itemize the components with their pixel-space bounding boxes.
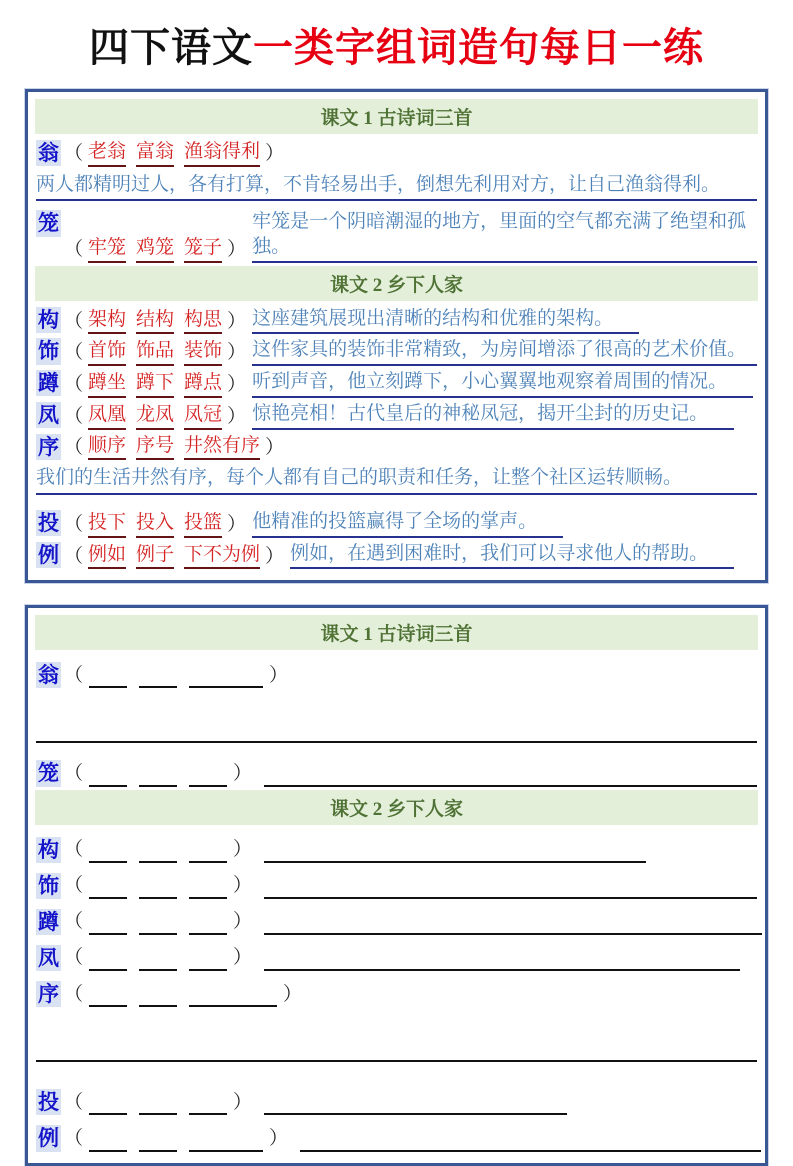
word-item: 装饰 xyxy=(184,339,222,366)
word-item: 笼子 xyxy=(184,236,222,263)
blank-slot xyxy=(189,915,227,935)
entry-row xyxy=(35,1080,758,1116)
open-paren-char: （ xyxy=(64,239,84,261)
answer-line xyxy=(264,767,757,787)
answer-line xyxy=(264,915,761,935)
word-item: 凤冠 xyxy=(184,403,222,430)
practice-box xyxy=(25,605,768,1165)
entry-row xyxy=(35,399,758,431)
entry-row xyxy=(35,137,758,168)
close-paren-char: ） xyxy=(227,405,247,427)
word-item: 蹲下 xyxy=(136,371,174,398)
open-paren-char: （ xyxy=(64,436,84,458)
open-paren-char: （ xyxy=(64,983,84,1005)
sentence-row xyxy=(35,171,758,204)
blank-slot xyxy=(89,915,127,935)
answer-line xyxy=(36,1040,757,1062)
open-paren-char: （ xyxy=(64,875,84,897)
blank-slot xyxy=(89,987,127,1007)
entry-row xyxy=(35,539,758,571)
open-paren-char: （ xyxy=(64,911,84,933)
blank-slot xyxy=(139,951,177,971)
word-item: 牢笼 xyxy=(88,236,126,263)
open-paren-char: （ xyxy=(64,374,84,396)
blank-slot xyxy=(139,1095,177,1115)
target-char: 序 xyxy=(38,982,59,1007)
example-sentence: 这座建筑展现出清晰的结构和优雅的架构。 xyxy=(252,307,639,335)
blank-slot xyxy=(139,767,177,787)
open-paren-char: （ xyxy=(64,342,84,364)
entry-row xyxy=(35,900,758,936)
word-item: 蹲点 xyxy=(184,371,222,398)
close-paren-char: ） xyxy=(233,838,253,860)
close-paren-char: ） xyxy=(265,143,285,164)
answer-line xyxy=(300,1132,761,1152)
word-item: 构思 xyxy=(184,308,222,335)
entry-row xyxy=(35,972,758,1008)
blank-slot xyxy=(89,767,127,787)
word-item: 投入 xyxy=(136,511,174,538)
entry-row xyxy=(35,864,758,900)
blank-slot xyxy=(189,951,227,971)
sentence-row xyxy=(35,719,758,745)
blank-slot xyxy=(139,879,177,899)
word-item: 井然有序 xyxy=(184,434,260,461)
word-item: 架构 xyxy=(88,308,126,335)
target-char: 饰 xyxy=(38,339,59,364)
close-paren-char: ） xyxy=(269,1127,289,1149)
entry-row xyxy=(35,431,758,462)
target-char: 翁 xyxy=(38,663,59,688)
close-paren-char: ） xyxy=(265,436,285,458)
target-char: 笼 xyxy=(38,211,59,236)
word-item: 投篮 xyxy=(184,511,222,538)
blank-slot xyxy=(139,915,177,935)
close-paren-char: ） xyxy=(227,513,247,535)
word-item: 序号 xyxy=(136,434,174,461)
entry-row xyxy=(35,507,758,539)
example-sentence: 我们的生活井然有序，每个人都有自己的职责和任务，让整个社区运转顺畅。 xyxy=(36,466,757,495)
answer-key-box xyxy=(25,89,768,583)
open-paren-char: （ xyxy=(64,947,84,969)
entry-row xyxy=(35,367,758,399)
word-item: 结构 xyxy=(136,308,174,335)
word-item: 投下 xyxy=(88,511,126,538)
blank-slot xyxy=(89,951,127,971)
blank-slot xyxy=(139,987,177,1007)
target-char: 序 xyxy=(38,434,59,459)
answer-line xyxy=(264,879,757,899)
entry-row xyxy=(35,936,758,972)
sentence-row xyxy=(35,1038,758,1064)
page-title xyxy=(25,16,768,73)
close-paren-char: ） xyxy=(227,310,247,332)
open-paren-char: （ xyxy=(64,838,84,860)
target-char: 笼 xyxy=(38,761,59,786)
blank-slot xyxy=(139,1132,177,1152)
target-char: 蹲 xyxy=(38,371,59,396)
blank-slot xyxy=(189,843,227,863)
entry-row xyxy=(35,304,758,336)
blank-slot xyxy=(139,668,177,688)
answer-line xyxy=(264,1095,567,1115)
blank-slot xyxy=(89,843,127,863)
answer-line xyxy=(264,951,740,971)
blank-slot xyxy=(139,843,177,863)
close-paren-char: ） xyxy=(233,1091,253,1113)
blank-slot xyxy=(189,767,227,787)
blank-slot xyxy=(189,668,263,688)
close-paren-char: ） xyxy=(227,374,247,396)
answer-line xyxy=(264,843,646,863)
word-item: 富翁 xyxy=(136,140,174,167)
entry-row xyxy=(35,653,758,689)
target-char: 例 xyxy=(38,542,59,567)
target-char: 凤 xyxy=(38,402,59,427)
section-header: 课文 1 古诗词三首 xyxy=(35,615,758,650)
target-char: 投 xyxy=(38,510,59,535)
open-paren-char: （ xyxy=(64,1127,84,1149)
word-item: 例子 xyxy=(136,543,174,570)
target-char: 翁 xyxy=(38,141,59,165)
blank-slot xyxy=(89,1132,127,1152)
open-paren-char: （ xyxy=(64,664,84,686)
entry-row xyxy=(35,335,758,367)
section-header: 课文 1 古诗词三首 xyxy=(35,99,758,134)
entry-row xyxy=(35,207,758,263)
open-paren-char: （ xyxy=(64,143,84,164)
word-item: 蹲坐 xyxy=(88,371,126,398)
blank-slot xyxy=(189,987,277,1007)
target-char: 凤 xyxy=(38,945,59,970)
word-item: 下不为例 xyxy=(184,543,260,570)
target-char: 构 xyxy=(38,837,59,862)
blank-slot xyxy=(189,1095,227,1115)
entry-row xyxy=(35,828,758,864)
section-header: 课文 2 乡下人家 xyxy=(35,266,758,301)
target-char: 蹲 xyxy=(38,909,59,934)
example-sentence: 听到声音，他立刻蹲下，小心翼翼地观察着周围的情况。 xyxy=(252,370,753,398)
entry-row xyxy=(35,751,758,787)
blank-slot xyxy=(189,879,227,899)
page-title-prefix: 四下语文 xyxy=(89,25,253,70)
target-char: 例 xyxy=(38,1126,59,1151)
close-paren-char: ） xyxy=(283,983,303,1005)
word-item: 老翁 xyxy=(88,140,126,167)
open-paren-char: （ xyxy=(64,405,84,427)
word-item: 首饰 xyxy=(88,339,126,366)
example-sentence: 这件家具的装饰非常精致，为房间增添了很高的艺术价值。 xyxy=(252,338,757,366)
blank-slot xyxy=(189,1132,263,1152)
close-paren-char: ） xyxy=(269,664,289,686)
open-paren-char: （ xyxy=(64,513,84,535)
example-sentence: 两人都精明过人，各有打算，不肯轻易出手，倒想先利用对方，让自己渔翁得利。 xyxy=(36,173,757,202)
example-sentence: 例如，在遇到困难时，我们可以寻求他人的帮助。 xyxy=(290,542,734,570)
sentence-row xyxy=(35,464,758,497)
target-char: 饰 xyxy=(38,873,59,898)
open-paren-char: （ xyxy=(64,545,84,567)
close-paren-char: ） xyxy=(227,239,247,261)
example-sentence: 他精准的投篮赢得了全场的掌声。 xyxy=(252,510,563,538)
example-sentence: 惊艳亮相！古代皇后的神秘凤冠，揭开尘封的历史记。 xyxy=(252,402,734,430)
section-header: 课文 2 乡下人家 xyxy=(35,790,758,825)
word-item: 鸡笼 xyxy=(136,236,174,263)
blank-slot xyxy=(89,1095,127,1115)
open-paren-char: （ xyxy=(64,1091,84,1113)
close-paren-char: ） xyxy=(233,762,253,784)
open-paren-char: （ xyxy=(64,310,84,332)
close-paren-char: ） xyxy=(265,545,285,567)
word-item: 例如 xyxy=(88,543,126,570)
blank-slot xyxy=(89,879,127,899)
open-paren-char: （ xyxy=(64,762,84,784)
close-paren-char: ） xyxy=(233,947,253,969)
word-item: 饰品 xyxy=(136,339,174,366)
page-title-main: 一类字组词造句每日一练 xyxy=(253,25,704,70)
word-item: 龙凤 xyxy=(136,403,174,430)
word-item: 顺序 xyxy=(88,434,126,461)
close-paren-char: ） xyxy=(233,911,253,933)
word-item: 凤凰 xyxy=(88,403,126,430)
target-char: 构 xyxy=(38,307,59,332)
close-paren-char: ） xyxy=(227,342,247,364)
answer-line xyxy=(36,721,757,743)
close-paren-char: ） xyxy=(233,875,253,897)
target-char: 投 xyxy=(38,1090,59,1115)
example-sentence: 牢笼是一个阴暗潮湿的地方，里面的空气都充满了绝望和孤独。 xyxy=(252,210,757,262)
word-item: 渔翁得利 xyxy=(184,140,260,167)
blank-slot xyxy=(89,668,127,688)
